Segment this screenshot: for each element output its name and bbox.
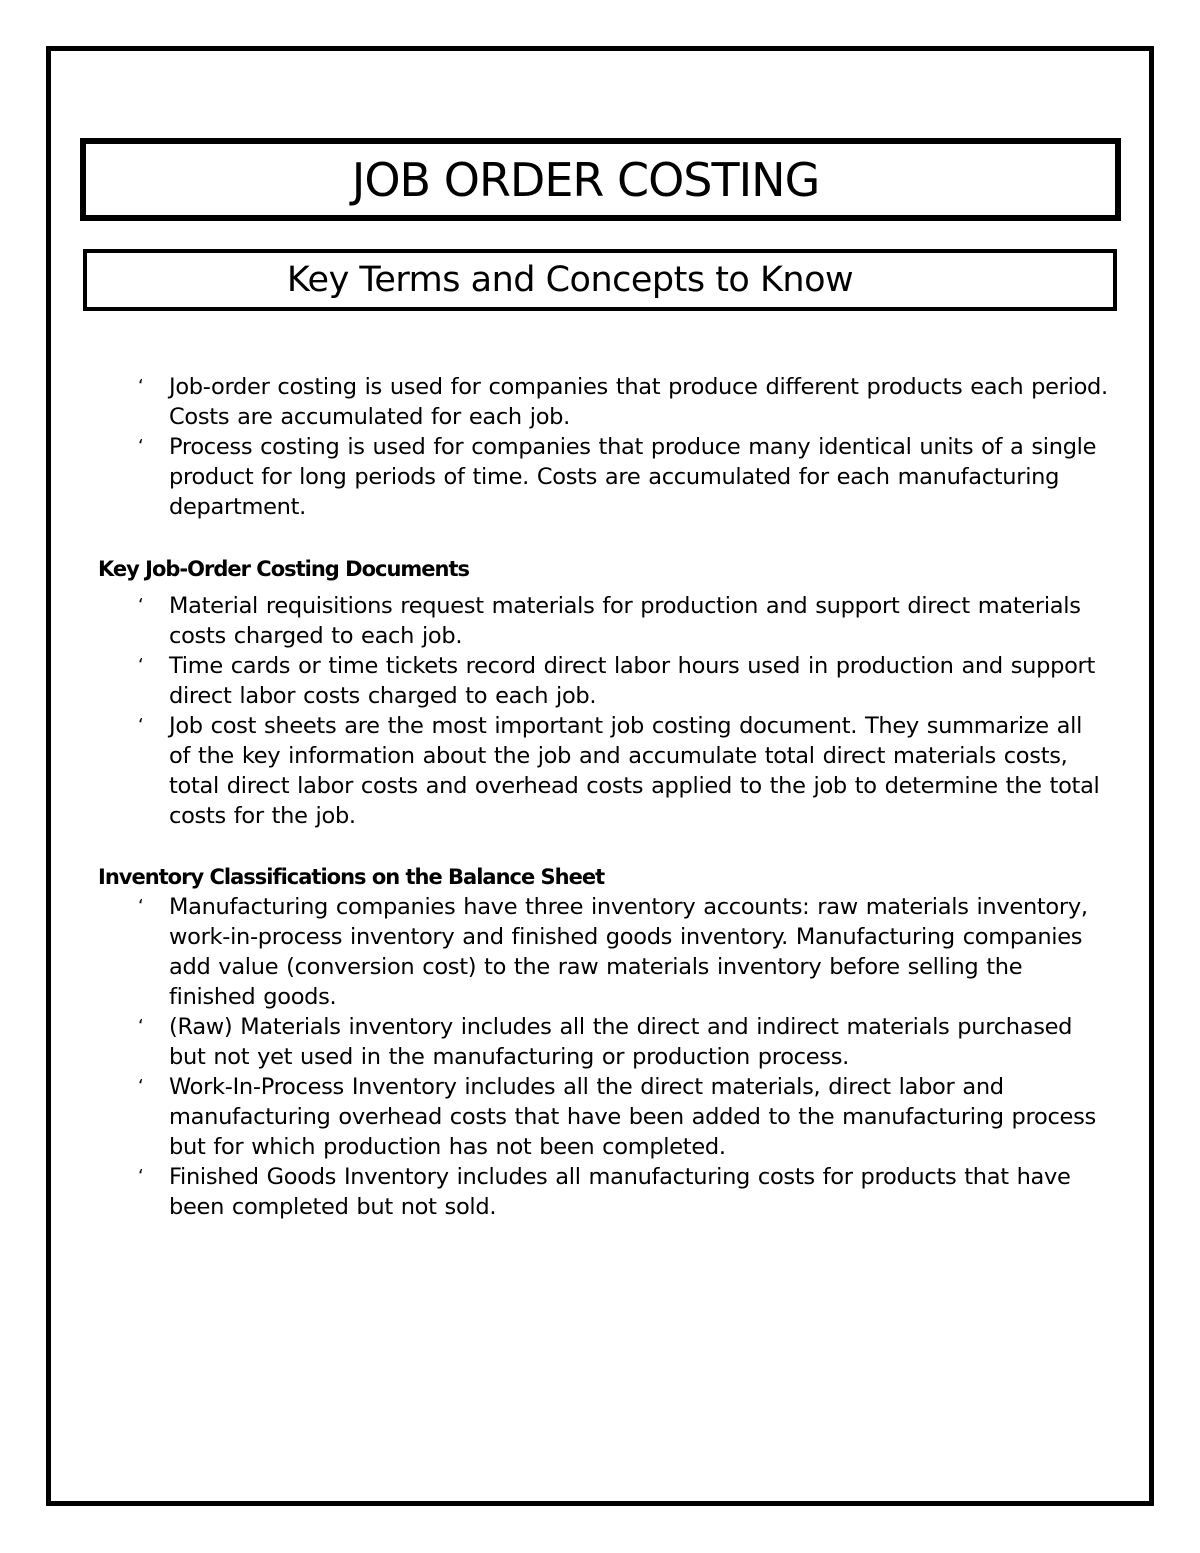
curved-bullet-icon: ‘ bbox=[138, 436, 144, 457]
list-item-text: Work-In-Process Inventory includes all the direct materials, direct labor and manufacturing overhead costs that have been added to the manufacturing process but for which production has not been completed. bbox=[169, 1074, 1096, 1160]
curved-bullet-icon: ‘ bbox=[138, 1166, 144, 1187]
subtitle-box bbox=[83, 249, 1117, 311]
page-subtitle: Key Terms and Concepts to Know bbox=[286, 259, 854, 300]
curved-bullet-icon: ‘ bbox=[138, 896, 144, 917]
list-item-text: Job cost sheets are the most important job costing document. They summarize all of the key information about the job and accumulate total direct materials costs, total direct labor costs and overhead costs applied to the job to determine the total costs for the job. bbox=[169, 713, 1100, 829]
inventory-bullet-list bbox=[98, 892, 1108, 1222]
content-body bbox=[98, 372, 1108, 1222]
list-item-text: Time cards or time tickets record direct labor hours used in production and support direct labor costs charged to each job. bbox=[169, 653, 1096, 709]
intro-bullet-list bbox=[98, 372, 1108, 522]
curved-bullet-icon: ‘ bbox=[138, 715, 144, 736]
list-item-text: Material requisitions request materials for production and support direct materials costs charged to each job. bbox=[169, 593, 1081, 649]
list-item bbox=[98, 591, 1108, 651]
curved-bullet-icon: ‘ bbox=[138, 655, 144, 676]
curved-bullet-icon: ‘ bbox=[138, 376, 144, 397]
curved-bullet-icon: ‘ bbox=[138, 595, 144, 616]
list-item bbox=[98, 892, 1108, 1012]
list-item-text: Manufacturing companies have three inventory accounts: raw materials inventory, work-in-process inventory and finished goods inventory. Manufacturing companies add value (conversion cost) to the raw materials inventory before selling the finished goods. bbox=[169, 894, 1088, 1010]
list-item-text: Job-order costing is used for companies that produce different products each period. Costs are accumulated for each job. bbox=[169, 374, 1108, 430]
list-item bbox=[98, 372, 1108, 432]
documents-bullet-list bbox=[98, 591, 1108, 831]
list-item-text: Finished Goods Inventory includes all manufacturing costs for products that have been completed but not sold. bbox=[169, 1164, 1071, 1220]
list-item bbox=[98, 651, 1108, 711]
list-item bbox=[98, 711, 1108, 831]
list-item-text: (Raw) Materials inventory includes all the direct and indirect materials purchased but not yet used in the manufacturing or production process. bbox=[169, 1014, 1073, 1070]
list-item bbox=[98, 1012, 1108, 1072]
curved-bullet-icon: ‘ bbox=[138, 1076, 144, 1097]
page-title: JOB ORDER COSTING bbox=[351, 152, 820, 207]
list-item bbox=[98, 432, 1108, 522]
list-item bbox=[98, 1072, 1108, 1162]
title-box bbox=[80, 138, 1121, 221]
curved-bullet-icon: ‘ bbox=[138, 1016, 144, 1037]
section-heading-inventory: Inventory Classifications on the Balance Sheet bbox=[98, 865, 605, 889]
list-item bbox=[98, 1162, 1108, 1222]
list-item-text: Process costing is used for companies that produce many identical units of a single product for long periods of time. Costs are accumulated for each manufacturing department. bbox=[169, 434, 1097, 520]
section-heading-documents: Key Job-Order Costing Documents bbox=[98, 557, 470, 581]
